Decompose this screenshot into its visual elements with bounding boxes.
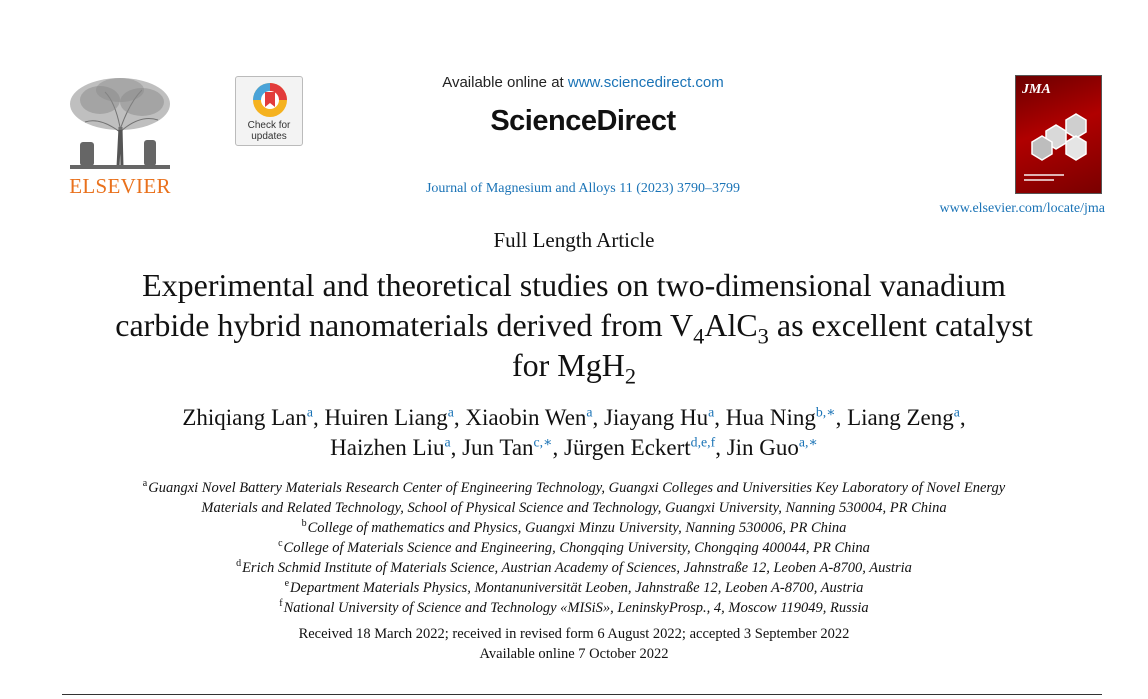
sciencedirect-link[interactable]: www.sciencedirect.com — [567, 74, 724, 91]
journal-citation[interactable]: Journal of Magnesium and Alloys 11 (2023) 3790–3799 — [425, 181, 741, 196]
author-separator: , — [453, 405, 466, 430]
affiliation-marker: c — [278, 538, 283, 550]
title-line-2-part-a: carbide hybrid nanomaterials derived from V — [115, 307, 694, 343]
affiliation-line — [60, 498, 1088, 518]
affiliation-line — [60, 598, 1088, 618]
author-list — [60, 403, 1088, 463]
received-dates: Received 18 March 2022; received in revised form 6 August 2022; accepted 3 September 2022 — [298, 626, 850, 642]
author-affiliation-ref[interactable]: a — [586, 404, 593, 420]
affiliation-line — [60, 538, 1088, 558]
affiliation-text: Department Materials Physics, Montanuniversität Leoben, Jahnstraße 12, Leoben A-8700, Austria — [290, 580, 864, 596]
available-online-line — [300, 74, 866, 91]
affiliation-marker: d — [236, 558, 242, 570]
author-separator: , — [835, 405, 848, 430]
author-affiliation-ref[interactable]: c,∗ — [533, 434, 553, 450]
affiliation-text: College of Materials Science and Engineering, Chongqing University, Chongqing 400044, PR China — [283, 540, 870, 556]
affiliation-marker: f — [279, 598, 283, 610]
title-subscript-1: 4 — [693, 323, 705, 349]
affiliation-line — [60, 518, 1088, 538]
title-subscript-3: 2 — [624, 363, 637, 389]
affiliation-text: College of mathematics and Physics, Guangxi Minzu University, Nanning 530006, PR China — [307, 520, 847, 536]
author-affiliation-ref[interactable]: a — [306, 404, 314, 420]
author-affiliation-ref[interactable]: a — [953, 404, 960, 420]
title-line-3 — [60, 345, 1088, 389]
title-line-2-part-c: as excellent catalyst — [768, 307, 1033, 343]
author-name[interactable]: Jiayang Hu — [604, 405, 709, 430]
author-affiliation-ref[interactable]: a,∗ — [798, 434, 818, 450]
author-separator: , — [714, 405, 726, 430]
author-affiliation-ref[interactable]: a — [708, 404, 715, 420]
author-name[interactable]: Jürgen Eckert — [564, 435, 691, 460]
author-name[interactable]: Xiaobin Wen — [465, 405, 587, 430]
available-online-prefix: Available online at — [442, 74, 568, 91]
affiliation-marker: a — [142, 478, 148, 490]
divider-rule — [62, 694, 1102, 695]
author-affiliation-ref[interactable]: a — [444, 434, 451, 450]
affiliation-line — [60, 558, 1088, 578]
author-separator: , — [715, 435, 727, 460]
cover-title: JMA — [1022, 82, 1051, 97]
author-separator: , — [592, 405, 605, 430]
elsevier-wordmark: ELSEVIER — [69, 174, 171, 198]
journal-homepage-link[interactable]: www.elsevier.com/locate/jma — [939, 201, 1105, 216]
author-separator: , — [450, 435, 463, 460]
check-badge-line1: Check for — [247, 120, 291, 131]
sciencedirect-brand: ScienceDirect — [490, 105, 676, 137]
article-type: Full Length Article — [493, 228, 655, 252]
affiliation-line — [60, 478, 1088, 498]
title-line-3-part-a: for MgH — [511, 347, 625, 383]
article-title — [60, 265, 1088, 389]
author-separator: , — [313, 405, 325, 430]
author-name[interactable]: Zhiqiang Lan — [182, 405, 307, 430]
author-name[interactable]: Hua Ning — [725, 405, 816, 430]
affiliations — [60, 478, 1088, 618]
title-line-2-part-b: AlC — [704, 307, 758, 343]
cover-hexagon-graphic — [1016, 76, 1101, 193]
title-line-1: Experimental and theoretical studies on two-dimensional vanadium — [142, 267, 1006, 303]
title-line-2 — [60, 305, 1088, 349]
available-online-date: Available online 7 October 2022 — [479, 646, 669, 662]
crossmark-icon — [236, 77, 304, 121]
check-badge-line2: updates — [251, 131, 287, 142]
title-subscript-2: 3 — [757, 323, 769, 349]
article-history — [0, 624, 1148, 664]
affiliation-text: Materials and Related Technology, School of Physical Science and Technology, Guangxi University, Nanning 530004, PR China — [201, 500, 947, 516]
affiliation-line — [60, 578, 1088, 598]
affiliation-marker: b — [301, 518, 307, 530]
check-for-updates-badge[interactable] — [235, 76, 303, 146]
author-separator: , — [552, 435, 564, 460]
author-name[interactable]: Haizhen Liu — [330, 435, 445, 460]
authors-line-2 — [60, 433, 1088, 463]
journal-cover-image[interactable] — [1015, 75, 1102, 194]
author-name[interactable]: Jin Guo — [726, 435, 799, 460]
author-name[interactable]: Huiren Liang — [324, 405, 448, 430]
authors-line-1 — [60, 403, 1088, 433]
affiliation-text: National University of Science and Technology «MISiS», LeninskyProsp., 4, Moscow 119049, Russia — [283, 600, 869, 616]
author-separator: , — [959, 405, 966, 430]
author-name[interactable]: Jun Tan — [462, 435, 534, 460]
affiliation-marker: e — [284, 578, 290, 590]
author-affiliation-ref[interactable]: d,e,f — [690, 434, 716, 450]
author-affiliation-ref[interactable]: a — [447, 404, 454, 420]
affiliation-text: Erich Schmid Institute of Materials Science, Austrian Academy of Sciences, Jahnstraße 12, Leoben A-8700, Austria — [242, 560, 912, 576]
author-name[interactable]: Liang Zeng — [847, 405, 954, 430]
affiliation-text: Guangxi Novel Battery Materials Research Center of Engineering Technology, Guangxi Colleges and Universities Key Laboratory of Novel Energy — [148, 480, 1006, 496]
author-affiliation-ref[interactable]: b,∗ — [815, 404, 836, 420]
